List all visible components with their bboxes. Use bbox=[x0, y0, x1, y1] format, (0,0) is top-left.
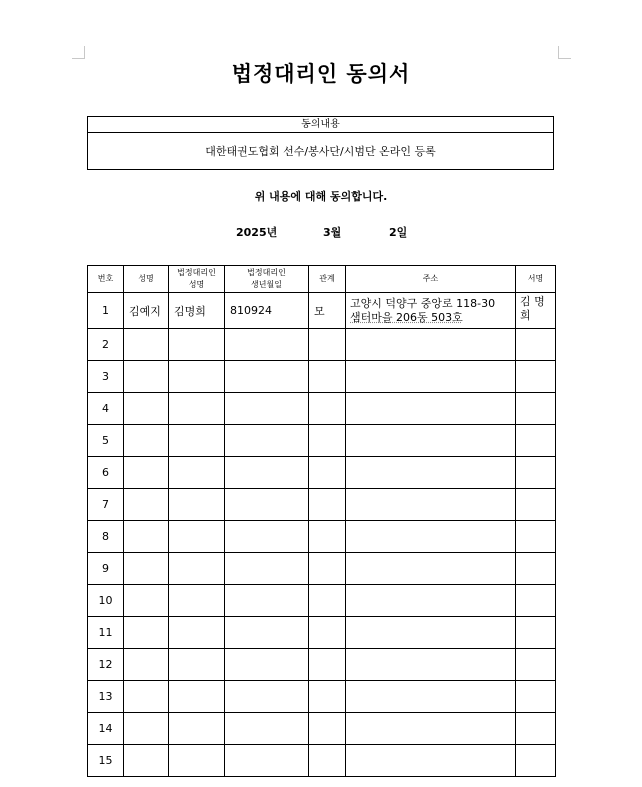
signature bbox=[516, 585, 556, 617]
signature bbox=[516, 457, 556, 489]
address bbox=[346, 521, 516, 553]
signature bbox=[516, 361, 556, 393]
table-row bbox=[88, 713, 556, 745]
guardian-birthdate bbox=[225, 713, 309, 745]
row-number: 1 bbox=[88, 293, 124, 329]
row-number: 3 bbox=[88, 361, 124, 393]
signature bbox=[516, 521, 556, 553]
student-name: 김예지 bbox=[124, 293, 169, 329]
guardian-birthdate bbox=[225, 425, 309, 457]
student-name bbox=[124, 553, 169, 585]
row-number: 10 bbox=[88, 585, 124, 617]
address bbox=[346, 681, 516, 713]
header-guardian-name-line2: 성명 bbox=[188, 280, 205, 289]
signature bbox=[516, 617, 556, 649]
row-number: 12 bbox=[88, 649, 124, 681]
signature-line1: 김 명 bbox=[520, 295, 545, 308]
header-guardian-birth-line1: 법정대리인 bbox=[247, 268, 286, 277]
guardian-birthdate bbox=[225, 489, 309, 521]
guardian-name bbox=[169, 329, 225, 361]
header-signature: 서명 bbox=[516, 266, 556, 293]
table-row bbox=[88, 293, 556, 329]
guardian-name bbox=[169, 681, 225, 713]
address bbox=[346, 393, 516, 425]
relation bbox=[309, 393, 346, 425]
address bbox=[346, 425, 516, 457]
relation bbox=[309, 361, 346, 393]
relation bbox=[309, 649, 346, 681]
signature bbox=[516, 713, 556, 745]
table-row bbox=[88, 617, 556, 649]
student-name bbox=[124, 361, 169, 393]
address bbox=[346, 649, 516, 681]
address-line2: 샘터마을 206동 503호 bbox=[350, 310, 463, 324]
relation: 모 bbox=[309, 293, 346, 329]
signature bbox=[516, 649, 556, 681]
table-row bbox=[88, 649, 556, 681]
address bbox=[346, 745, 516, 777]
guardian-birthdate bbox=[225, 585, 309, 617]
guardian-birthdate bbox=[225, 393, 309, 425]
row-number: 8 bbox=[88, 521, 124, 553]
signature bbox=[516, 681, 556, 713]
guardian-birthdate bbox=[225, 617, 309, 649]
row-number: 15 bbox=[88, 745, 124, 777]
guardian-birthdate: 810924 bbox=[225, 293, 309, 329]
address bbox=[346, 553, 516, 585]
signature bbox=[516, 293, 556, 329]
guardian-birthdate bbox=[225, 457, 309, 489]
table-row bbox=[88, 329, 556, 361]
header-guardian-name-line1: 법정대리인 bbox=[177, 268, 216, 277]
student-name bbox=[124, 393, 169, 425]
guardian-birthdate bbox=[225, 329, 309, 361]
signature bbox=[516, 393, 556, 425]
address bbox=[346, 293, 516, 329]
relation bbox=[309, 713, 346, 745]
relation bbox=[309, 585, 346, 617]
table-row bbox=[88, 553, 556, 585]
row-number: 5 bbox=[88, 425, 124, 457]
student-name bbox=[124, 585, 169, 617]
guardian-name bbox=[169, 617, 225, 649]
address bbox=[346, 617, 516, 649]
row-number: 6 bbox=[88, 457, 124, 489]
signature bbox=[516, 329, 556, 361]
guardian-name bbox=[169, 553, 225, 585]
student-name bbox=[124, 489, 169, 521]
header-address: 주소 bbox=[346, 266, 516, 293]
guardian-name: 김명희 bbox=[169, 293, 225, 329]
student-name bbox=[124, 457, 169, 489]
address-line1: 고양시 덕양구 중앙로 118-30 bbox=[350, 296, 496, 310]
relation bbox=[309, 553, 346, 585]
row-number: 2 bbox=[88, 329, 124, 361]
relation bbox=[309, 617, 346, 649]
date-day: 2일 bbox=[389, 226, 408, 239]
signature-line2: 희 bbox=[520, 309, 531, 322]
student-name bbox=[124, 617, 169, 649]
address bbox=[346, 489, 516, 521]
guardian-name bbox=[169, 489, 225, 521]
relation bbox=[309, 521, 346, 553]
table-row bbox=[88, 681, 556, 713]
table-row bbox=[88, 393, 556, 425]
guardian-birthdate bbox=[225, 361, 309, 393]
table-row bbox=[88, 521, 556, 553]
guardian-name bbox=[169, 585, 225, 617]
table-header-row bbox=[88, 266, 556, 293]
address bbox=[346, 361, 516, 393]
table-row bbox=[88, 489, 556, 521]
signature bbox=[516, 745, 556, 777]
relation bbox=[309, 329, 346, 361]
row-number: 4 bbox=[88, 393, 124, 425]
student-name bbox=[124, 681, 169, 713]
guardian-birthdate bbox=[225, 745, 309, 777]
student-name bbox=[124, 425, 169, 457]
relation bbox=[309, 489, 346, 521]
document-title: 법정대리인 동의서 bbox=[231, 62, 411, 86]
student-name bbox=[124, 713, 169, 745]
row-number: 13 bbox=[88, 681, 124, 713]
guardian-birthdate bbox=[225, 649, 309, 681]
guardian-birthdate bbox=[225, 553, 309, 585]
date-year: 2025년 bbox=[236, 226, 278, 239]
relation bbox=[309, 681, 346, 713]
agree-statement: 위 내용에 대해 동의합니다. bbox=[254, 190, 388, 203]
header-guardian-birth-line2: 생년월일 bbox=[251, 280, 282, 289]
signature bbox=[516, 425, 556, 457]
consent-header: 동의내용 bbox=[88, 117, 553, 133]
student-name bbox=[124, 329, 169, 361]
relation bbox=[309, 457, 346, 489]
guardian-name bbox=[169, 745, 225, 777]
row-number: 7 bbox=[88, 489, 124, 521]
guardian-name bbox=[169, 457, 225, 489]
date-month: 3월 bbox=[323, 226, 342, 239]
row-number: 9 bbox=[88, 553, 124, 585]
student-name bbox=[124, 745, 169, 777]
guardian-name bbox=[169, 361, 225, 393]
signature bbox=[516, 553, 556, 585]
address bbox=[346, 457, 516, 489]
guardian-name bbox=[169, 521, 225, 553]
header-no: 번호 bbox=[88, 266, 124, 293]
relation bbox=[309, 425, 346, 457]
row-number: 11 bbox=[88, 617, 124, 649]
address bbox=[346, 329, 516, 361]
relation bbox=[309, 745, 346, 777]
header-guardian-birth bbox=[225, 266, 309, 293]
header-guardian-name bbox=[169, 266, 225, 293]
guardian-name bbox=[169, 713, 225, 745]
guardian-name bbox=[169, 393, 225, 425]
signature bbox=[516, 489, 556, 521]
consent-body: 대한태권도협회 선수/봉사단/시범단 온라인 등록 bbox=[205, 145, 436, 158]
guardian-table bbox=[87, 265, 556, 777]
header-name: 성명 bbox=[124, 266, 169, 293]
table-row bbox=[88, 361, 556, 393]
header-relation: 관계 bbox=[309, 266, 346, 293]
guardian-name bbox=[169, 649, 225, 681]
guardian-birthdate bbox=[225, 681, 309, 713]
address bbox=[346, 713, 516, 745]
student-name bbox=[124, 649, 169, 681]
guardian-birthdate bbox=[225, 521, 309, 553]
address bbox=[346, 585, 516, 617]
table-row bbox=[88, 585, 556, 617]
consent-content-box bbox=[87, 116, 554, 170]
table-row bbox=[88, 457, 556, 489]
guardian-name bbox=[169, 425, 225, 457]
student-name bbox=[124, 521, 169, 553]
row-number: 14 bbox=[88, 713, 124, 745]
table-row bbox=[88, 425, 556, 457]
table-row bbox=[88, 745, 556, 777]
